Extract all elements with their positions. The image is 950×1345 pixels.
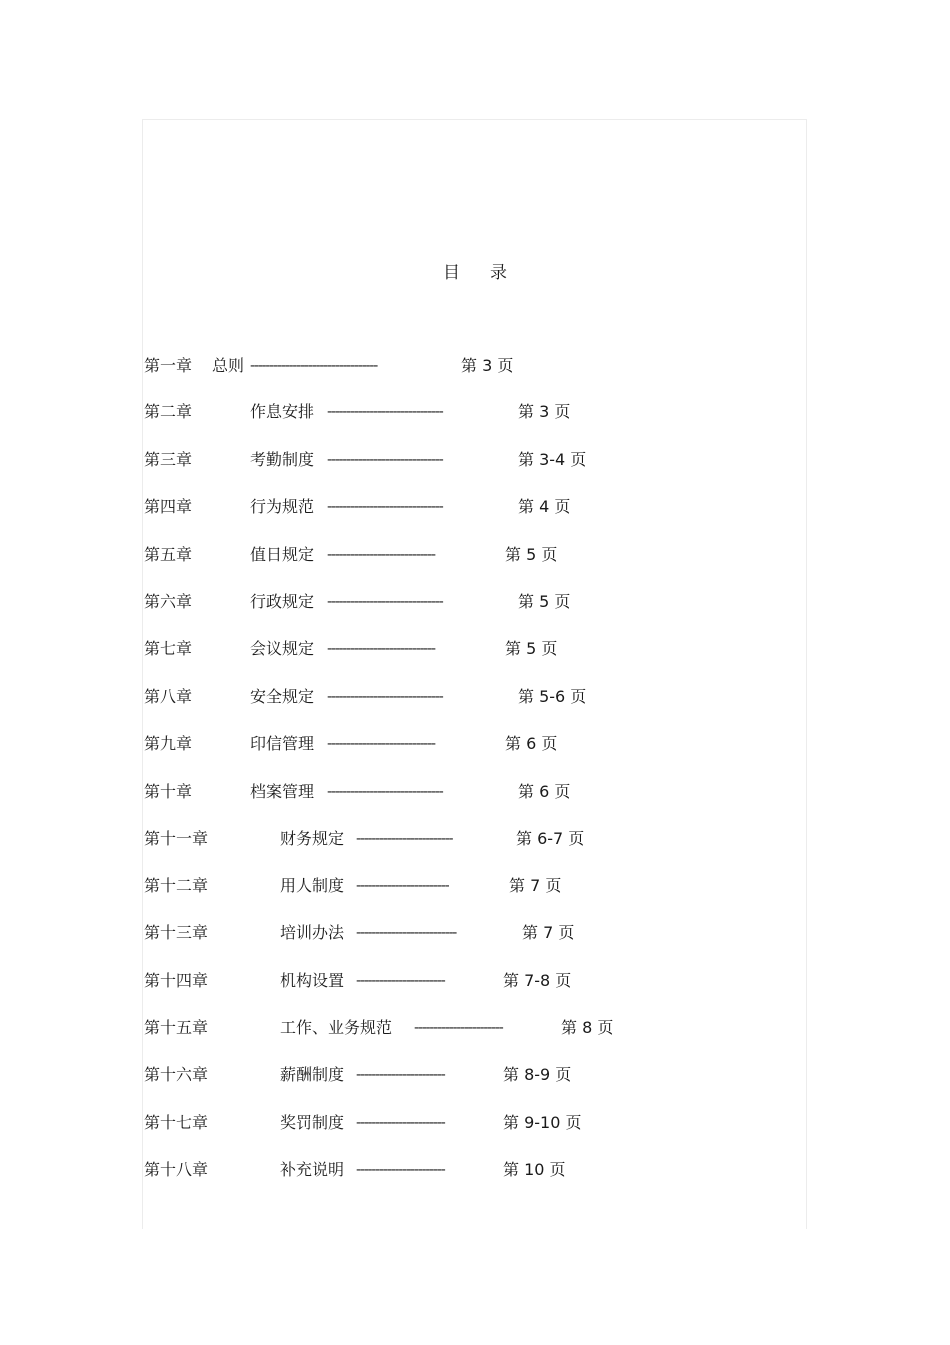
toc-page-ref: 第 6 页	[505, 734, 558, 753]
toc-chapter-number: 第四章	[144, 497, 193, 516]
toc-chapter-number: 第十四章	[144, 971, 209, 990]
toc-chapter-number: 第六章	[144, 592, 193, 611]
toc-chapter-name: 值日规定	[250, 545, 315, 564]
toc-chapter-name: 会议规定	[250, 639, 315, 658]
toc-title-left: 目	[443, 263, 460, 283]
toc-chapter-number: 第七章	[144, 639, 193, 658]
toc-page-ref: 第 5 页	[518, 592, 571, 611]
toc-chapter-name: 行为规范	[250, 497, 315, 516]
toc-page-ref: 第 3-4 页	[518, 450, 587, 469]
toc-leader-dashes: ------------------------------	[327, 452, 443, 468]
toc-chapter-number: 第二章	[144, 402, 193, 421]
toc-page-ref: 第 6-7 页	[516, 829, 585, 848]
toc-page-ref: 第 5-6 页	[518, 687, 587, 706]
toc-leader-dashes: -------------------------	[356, 831, 453, 847]
toc-chapter-number: 第十二章	[144, 876, 209, 895]
toc-page-ref: 第 6 页	[518, 782, 571, 801]
toc-page-ref: 第 9-10 页	[503, 1113, 582, 1132]
toc-chapter-name: 考勤制度	[250, 450, 315, 469]
toc-page-ref: 第 8 页	[561, 1018, 614, 1037]
toc-leader-dashes: -----------------------	[414, 1020, 503, 1036]
toc-chapter-number: 第十一章	[144, 829, 209, 848]
toc-leader-dashes: ------------------------------	[327, 499, 443, 515]
toc-chapter-number: 第十章	[144, 782, 193, 801]
toc-chapter-number: 第九章	[144, 734, 193, 753]
toc-chapter-name: 印信管理	[250, 734, 315, 753]
toc-chapter-number: 第十八章	[144, 1160, 209, 1179]
toc-chapter-name: 用人制度	[280, 876, 345, 895]
toc-leader-dashes: ------------------------------	[327, 689, 443, 705]
toc-chapter-name: 工作、业务规范	[280, 1018, 393, 1037]
toc-leader-dashes: -----------------------	[356, 1067, 445, 1083]
toc-chapter-name: 奖罚制度	[280, 1113, 345, 1132]
toc-leader-dashes: ------------------------------	[327, 404, 443, 420]
toc-leader-dashes: ----------------------------	[327, 736, 435, 752]
toc-page-ref: 第 3 页	[461, 356, 514, 375]
toc-page-ref: 第 8-9 页	[503, 1065, 572, 1084]
toc-chapter-name: 档案管理	[250, 782, 315, 801]
toc-title	[0, 258, 950, 283]
toc-chapter-number: 第三章	[144, 450, 193, 469]
toc-chapter-number: 第一章	[144, 356, 193, 375]
toc-leader-dashes: -----------------------	[356, 1162, 445, 1178]
toc-page-ref: 第 7 页	[509, 876, 562, 895]
toc-leader-dashes: ----------------------------	[327, 547, 435, 563]
toc-chapter-number: 第十六章	[144, 1065, 209, 1084]
toc-page-ref: 第 4 页	[518, 497, 571, 516]
toc-leader-dashes: ------------------------------	[327, 784, 443, 800]
toc-chapter-name: 总则	[212, 356, 245, 375]
toc-title-right: 录	[490, 263, 507, 283]
toc-chapter-name: 薪酬制度	[280, 1065, 345, 1084]
toc-page-ref: 第 3 页	[518, 402, 571, 421]
toc-chapter-name: 行政规定	[250, 592, 315, 611]
toc-chapter-number: 第五章	[144, 545, 193, 564]
toc-chapter-name: 安全规定	[250, 687, 315, 706]
page-frame	[142, 119, 807, 1229]
toc-leader-dashes: ----------------------------	[327, 641, 435, 657]
toc-chapter-name: 培训办法	[280, 923, 345, 942]
toc-chapter-name: 作息安排	[250, 402, 315, 421]
toc-chapter-name: 机构设置	[280, 971, 345, 990]
toc-chapter-name: 财务规定	[280, 829, 345, 848]
toc-chapter-number: 第十七章	[144, 1113, 209, 1132]
toc-page-ref: 第 10 页	[503, 1160, 566, 1179]
toc-leader-dashes: ------------------------	[356, 878, 449, 894]
toc-chapter-number: 第十三章	[144, 923, 209, 942]
toc-leader-dashes: ------------------------------	[327, 594, 443, 610]
toc-chapter-name: 补充说明	[280, 1160, 345, 1179]
toc-page-ref: 第 7-8 页	[503, 971, 572, 990]
toc-leader-dashes: -----------------------	[356, 973, 445, 989]
toc-leader-dashes: -----------------------	[356, 1115, 445, 1131]
toc-chapter-number: 第十五章	[144, 1018, 209, 1037]
toc-page-ref: 第 7 页	[522, 923, 575, 942]
toc-page-ref: 第 5 页	[505, 545, 558, 564]
toc-leader-dashes: ---------------------------------	[250, 358, 378, 374]
toc-page-ref: 第 5 页	[505, 639, 558, 658]
toc-leader-dashes: --------------------------	[356, 925, 457, 941]
toc-chapter-number: 第八章	[144, 687, 193, 706]
